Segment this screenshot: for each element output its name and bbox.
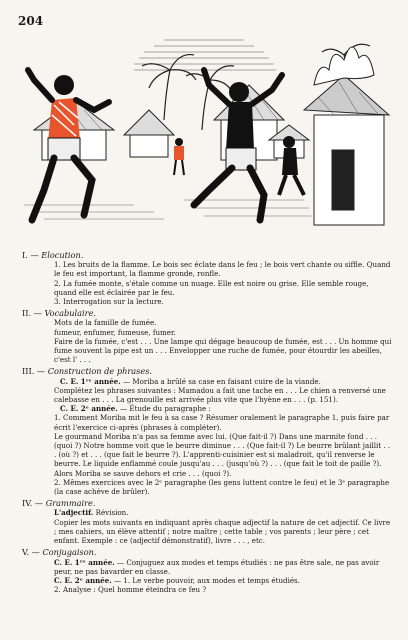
page-number: 204 bbox=[18, 14, 44, 28]
section-title: Elocution. bbox=[41, 250, 84, 260]
section-title: Vocabulaire. bbox=[44, 308, 97, 319]
vocab-line: Faire de la fumée, c'est . . . Une lampe qui dégage beaucoup de fumée, est . . . Un homme qui fume souvent la pipe est un . . . Envelopper une ruche de fumée, pour étourdir les abeilles, c'est l' . . . bbox=[54, 336, 392, 365]
section-number: IV. — bbox=[22, 498, 44, 509]
level-label: C. E. 2ᵉ année. bbox=[54, 575, 112, 585]
section-grammaire bbox=[22, 499, 392, 545]
level-label: C. E. 2ᵉ année. bbox=[60, 404, 118, 414]
section-conjugaison bbox=[22, 548, 392, 594]
paragraph: Le gourmand Moriba n'a pas sa femme avec lui. (Que fait-il ?) Dans une marmite fond . . . (quoi ?) Notre homme voit que le beurre diminue . . . (Que fait-il ?) Le beurre brûlant jaillit . . . (où ?) et . . . (que fait le beurre ?). L'apprenti-cuisinier est si maladroit, qu'il renverse le beurre. Le liquide enflammé coule jusqu'au . . . (jusqu'où ?) . . . (que fait le toit de paille ?). Alors Moriba se sauve dehors et crie . . . (quoi ?). bbox=[54, 431, 391, 478]
level-text: — Conjuguez aux modes et temps étudiés : ne pas être sale, ne pas avoir peur, ne pas bavarder en classe. bbox=[54, 557, 380, 576]
subsection-rest: Révision. bbox=[95, 508, 129, 518]
list-item: 3. Interrogation sur la lecture. bbox=[54, 297, 164, 307]
paragraph: 2. Analyse : Quel homme éteindra ce feu ? bbox=[54, 585, 207, 595]
level-text: — 1. Le verbe pouvoir, aux modes et temps étudiés. bbox=[114, 575, 300, 585]
paragraph: Complétez les phrases suivantes : Mamadou a fait une tache en . . . Le chien a renversé une calebasse en . . . La grenouille est arrivée plus vite que l'hyène en . . . (p. 151). bbox=[54, 385, 386, 405]
subsection-title: L'adjectif. bbox=[54, 508, 94, 518]
village-fire-illustration bbox=[14, 30, 394, 244]
paragraph: Copier les mots suivants en indiquant après chaque adjectif la nature de cet adjectif. Ce livre ; mes cahiers, un élève attentif ; notre maître ; cette table ; vos parents ; leur père ; cet enfant. Exemple : ce (adjectif démonstratif), livre . . . , etc. bbox=[54, 517, 391, 546]
level-label: C. E. 1ʳᵉ année. bbox=[60, 376, 121, 386]
section-title: Grammaire. bbox=[45, 498, 96, 509]
section-construction bbox=[22, 367, 392, 496]
level-text: — Étude du paragraphe : bbox=[120, 404, 211, 414]
section-number: III. — bbox=[22, 366, 46, 377]
list-item: 2. La fumée monte, s'étale comme un nuage. Elle est noire ou grise. Elle semble rouge, quand elle est éclairée par le feu. bbox=[54, 278, 369, 297]
paragraph: 2. Mêmes exercices avec le 2ᵉ paragraphe (les gens luttent contre le feu) et le 3ᵉ paragraphe (la case achève de brûler). bbox=[54, 477, 390, 497]
exercise-text bbox=[22, 248, 392, 594]
section-number: I. — bbox=[22, 250, 39, 260]
section-title: Construction de phrases. bbox=[47, 366, 153, 377]
section-number: II. — bbox=[22, 308, 42, 319]
vocab-line: fumeur, enfumer, fumeuse, fumer. bbox=[54, 327, 176, 337]
section-elocution bbox=[22, 251, 392, 306]
level-label: C. E. 1ʳᵉ année. bbox=[54, 557, 115, 567]
list-item: 1. Les bruits de la flamme. Le bois sec éclate dans le feu ; le bois vert chante ou siffle. Quand le feu est important, la flamme gronde, ronfle. bbox=[54, 260, 391, 279]
section-vocabulaire bbox=[22, 309, 392, 364]
vocab-line: Mots de la famille de fumée. bbox=[54, 318, 157, 328]
section-number: V. — bbox=[22, 547, 40, 558]
section-title: Conjugaison. bbox=[42, 547, 97, 558]
paragraph: 1. Comment Moriba mit le feu à sa case ? Résumer oralement le paragraphe 1, puis faire par écrit l'exercice ci-après (phrases à compléter). bbox=[54, 413, 390, 432]
level-text: — Moriba a brûlé sa case en faisant cuire de la viande. bbox=[122, 376, 321, 386]
